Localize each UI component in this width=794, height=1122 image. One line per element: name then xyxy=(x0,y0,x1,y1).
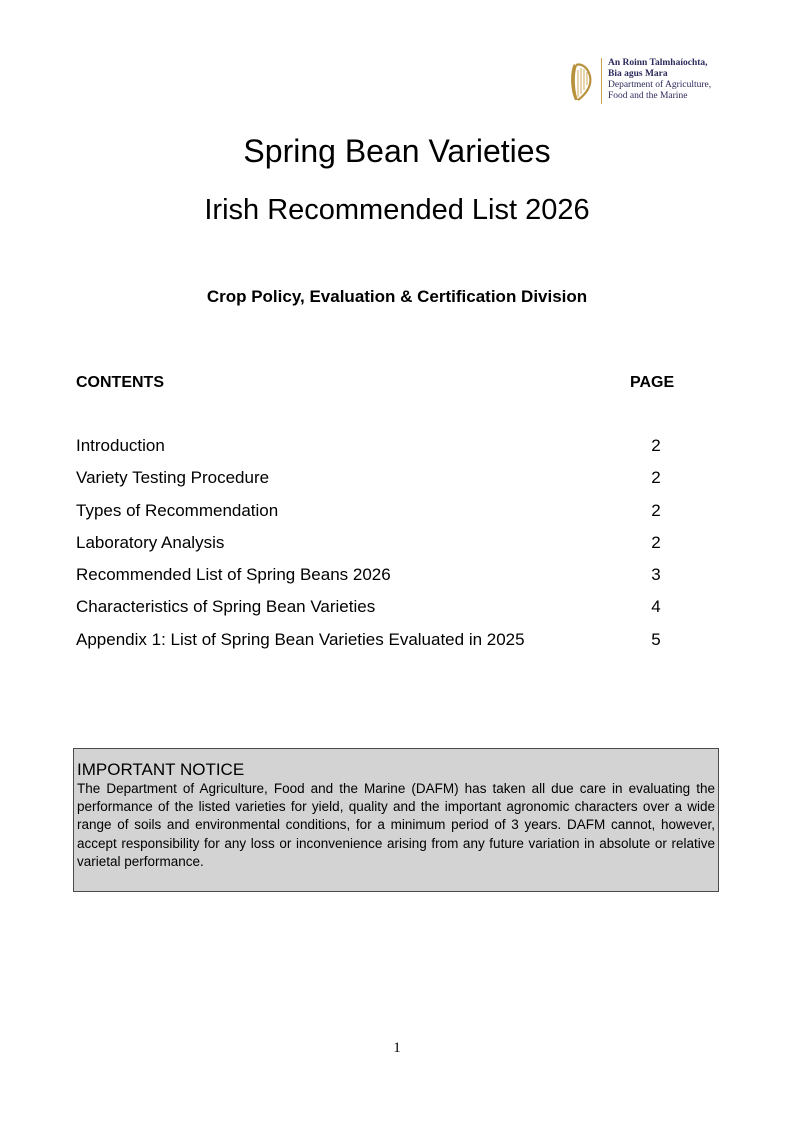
logo-line-english-1: Department of Agriculture, xyxy=(608,80,712,90)
toc-item-page: 2 xyxy=(651,500,661,520)
logo-line-irish-1: An Roinn Talmhaíochta, xyxy=(608,58,708,68)
toc-item-label: Recommended List of Spring Beans 2026 xyxy=(76,565,391,585)
toc-item xyxy=(76,501,676,533)
toc-item xyxy=(76,597,676,629)
toc-item-page: 4 xyxy=(651,597,661,617)
toc-item-label: Types of Recommendation xyxy=(76,500,279,520)
toc-item xyxy=(76,468,676,500)
toc-item-page: 2 xyxy=(651,468,661,488)
document-title: Spring Bean Varieties xyxy=(243,133,551,169)
harp-icon xyxy=(568,60,594,104)
toc-item-label: Characteristics of Spring Bean Varieties xyxy=(76,597,376,617)
toc-item-label: Appendix 1: List of Spring Bean Varieties Evaluated in 2025 xyxy=(76,629,525,649)
division-name: Crop Policy, Evaluation & Certification Division xyxy=(206,287,588,306)
toc-item-page: 3 xyxy=(651,565,661,585)
toc-item xyxy=(76,436,676,468)
important-notice-box xyxy=(73,748,719,892)
logo-text xyxy=(608,58,711,102)
toc-item-page: 5 xyxy=(651,629,661,649)
toc-item-label: Laboratory Analysis xyxy=(76,532,225,552)
toc-item xyxy=(76,565,676,597)
page-number: 1 xyxy=(393,1040,401,1056)
table-of-contents xyxy=(76,436,676,662)
notice-body: The Department of Agriculture, Food and the Marine (DAFM) has taken all due care in evaluating the performance of the listed varieties for yield, quality and the important agronomic characters over a wide range of soils and environmental conditions, for a minimum period of 3 years. DAFM cannot, however, accept responsibility for any loss or inconvenience arising from any future variation in absolute or relative varietal performance. xyxy=(77,781,715,869)
toc-item-page: 2 xyxy=(651,532,661,552)
contents-heading: CONTENTS xyxy=(76,374,164,391)
logo-line-irish-2: Bia agus Mara xyxy=(608,69,668,79)
toc-item xyxy=(76,533,676,565)
notice-title: IMPORTANT NOTICE xyxy=(77,760,245,779)
toc-item-page: 2 xyxy=(651,436,661,455)
logo-divider xyxy=(601,58,602,104)
department-logo xyxy=(568,58,768,106)
logo-line-english-2: Food and the Marine xyxy=(608,91,688,101)
toc-item xyxy=(76,630,676,662)
document-subtitle: Irish Recommended List 2026 xyxy=(204,194,590,226)
toc-item-label: Variety Testing Procedure xyxy=(76,468,270,488)
toc-item-label: Introduction xyxy=(76,436,165,455)
page-heading: PAGE xyxy=(630,374,675,391)
